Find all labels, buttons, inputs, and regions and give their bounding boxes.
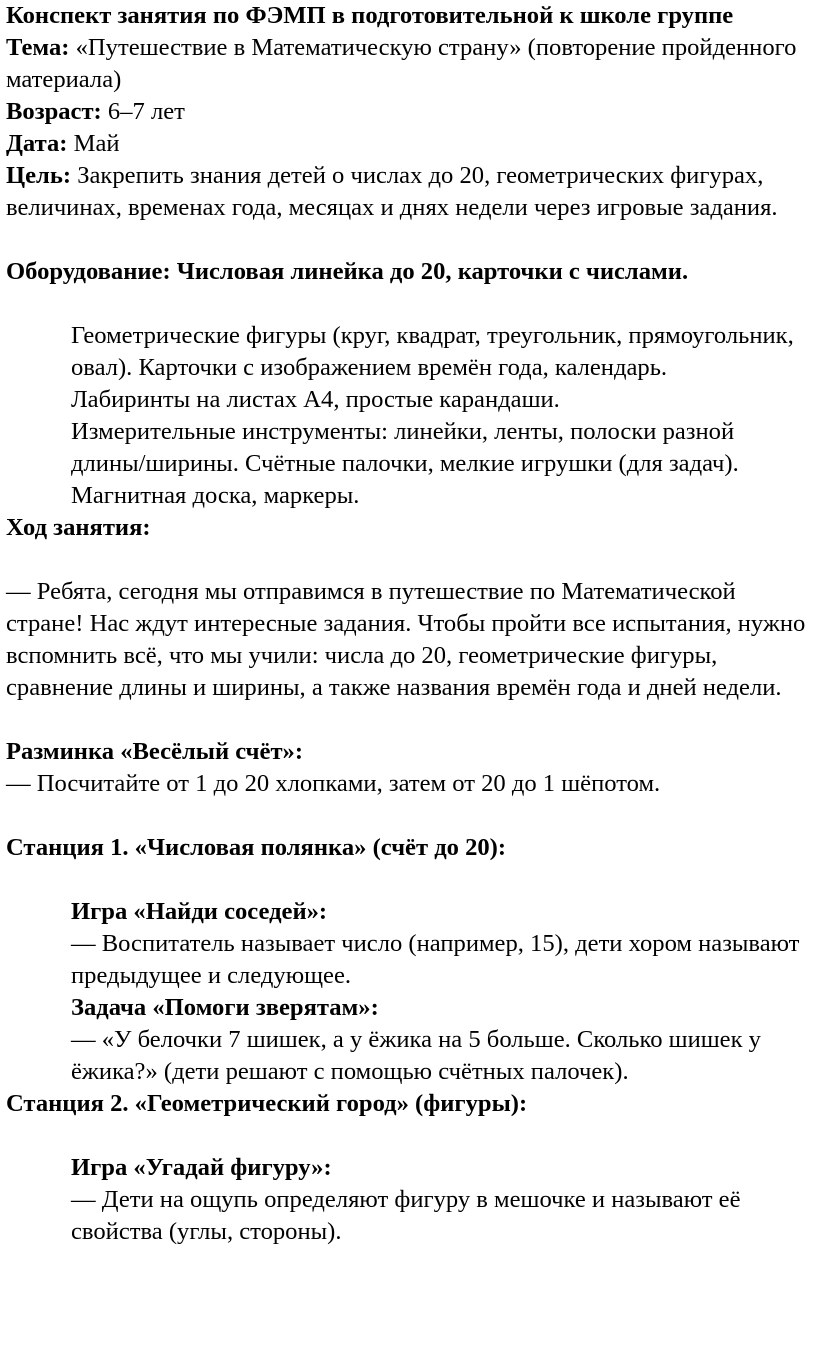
date-text: Май [67, 130, 120, 157]
goal-label: Цель: [6, 162, 72, 189]
warmup-heading: Разминка «Весёлый счёт»: [6, 738, 304, 765]
station1-task-text: — «У белочки 7 шишек, а у ёжика на 5 больше. Сколько шишек у ёжика?» (дети решают с помощью счётных палочек). [71, 1026, 761, 1085]
date-line [6, 128, 810, 160]
station2-game-heading: Игра «Угадай фигуру»: [71, 1154, 332, 1181]
topic-label: Тема: [6, 34, 70, 61]
topic-text: «Путешествие в Математическую страну» (повторение пройденного материала) [6, 34, 797, 93]
age-line [6, 96, 810, 128]
station1-task-heading: Задача «Помоги зверятам»: [71, 994, 379, 1021]
course-heading: Ход занятия: [6, 514, 151, 541]
date-label: Дата: [6, 130, 68, 157]
age-label: Возраст: [6, 98, 102, 125]
document-title: Конспект занятия по ФЭМП в подготовительной к школе группе [6, 2, 734, 29]
topic-line [6, 32, 810, 96]
course-intro: — Ребята, сегодня мы отправимся в путешествие по Математической стране! Нас ждут интересные задания. Чтобы пройти все испытания, нужно вспомнить всё, что мы учили: числа до 20, геометрические фигуры, сравнение длины и ширины, а также названия времён года и дней недели. [6, 578, 806, 701]
station2-heading: Станция 2. «Геометрический город» (фигуры): [6, 1090, 528, 1117]
station1-game-heading: Игра «Найди соседей»: [71, 898, 328, 925]
equipment-item: Лабиринты на листах А4, простые карандаши. [71, 386, 560, 413]
equipment-heading: Оборудование: Числовая линейка до 20, карточки с числами. [6, 258, 689, 285]
station2-game-text: — Дети на ощупь определяют фигуру в мешочке и называют её свойства (углы, стороны). [71, 1186, 741, 1245]
station1-game-text: — Воспитатель называет число (например, 15), дети хором называют предыдущее и следующее. [71, 930, 800, 989]
age-text: 6–7 лет [101, 98, 185, 125]
goal-text: Закрепить знания детей о числах до 20, геометрических фигурах, величинах, временах года, месяцах и днях недели через игровые задания. [6, 162, 778, 221]
station1-heading: Станция 1. «Числовая полянка» (счёт до 20): [6, 834, 507, 861]
equipment-item: Измерительные инструменты: линейки, ленты, полоски разной длины/ширины. Счётные палочки, мелкие игрушки (для задач). [71, 418, 739, 477]
equipment-item: Магнитная доска, маркеры. [71, 482, 360, 509]
warmup-text: — Посчитайте от 1 до 20 хлопками, затем от 20 до 1 шёпотом. [6, 770, 661, 797]
equipment-item: Геометрические фигуры (круг, квадрат, треугольник, прямоугольник, овал). Карточки с изображением времён года, календарь. [71, 322, 794, 381]
goal-line [6, 160, 810, 224]
